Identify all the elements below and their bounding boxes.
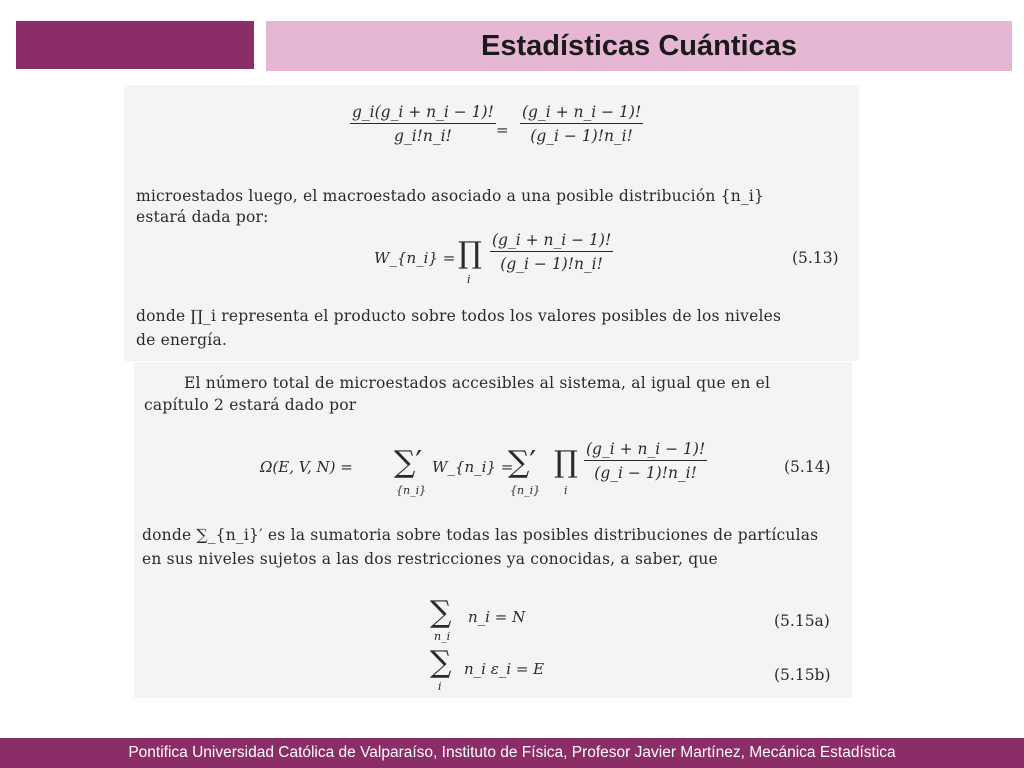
fraction-left <box>350 103 496 145</box>
product-symbol: ∏ <box>458 236 482 271</box>
product-subscript: i <box>467 273 471 286</box>
fraction-left-numerator: g_i(g_i + n_i − 1)! <box>350 103 496 124</box>
paragraph-line: donde ∑_{n_i}′ es la sumatoria sobre todas las posibles distribuciones de partículas <box>142 526 819 544</box>
product-subscript: i <box>564 484 568 497</box>
equals-sign: = <box>496 121 509 139</box>
sum-symbol: ∑′ <box>394 445 423 480</box>
equation-label: (5.15b) <box>774 666 831 684</box>
paragraph-line: de energía. <box>136 331 228 349</box>
equation-514-denominator: (g_i − 1)!n_i! <box>594 464 697 482</box>
fraction-right-denominator: (g_i − 1)!n_i! <box>530 127 633 145</box>
fraction-left-denominator: g_i!n_i! <box>394 127 452 145</box>
equation-514-numerator: (g_i + n_i − 1)! <box>584 440 707 461</box>
equation-label: (5.13) <box>792 249 839 267</box>
equation-514-lhs: Ω(E, V, N) = <box>260 458 353 476</box>
equation-label: (5.14) <box>784 458 831 476</box>
equation-515b-body: n_i ε_i = E <box>464 660 545 678</box>
equation-label: (5.15a) <box>774 612 830 630</box>
footer-text: Pontifica Universidad Católica de Valparaíso, Instituto de Física, Profesor Javier Martínez, Mecánica Estadística <box>128 744 896 761</box>
paragraph-line: El número total de microestados accesibles al sistema, al igual que en el <box>184 374 771 392</box>
sum-symbol: ∑′ <box>508 445 537 480</box>
scanned-excerpt-2 <box>134 362 852 698</box>
equation-513-numerator: (g_i + n_i − 1)! <box>490 231 613 252</box>
accent-box <box>16 21 254 69</box>
fraction-right <box>520 103 643 145</box>
scanned-excerpt-1 <box>124 85 859 361</box>
sum-subscript: n_i <box>434 630 451 643</box>
paragraph-line: estará dada por: <box>136 208 269 226</box>
equation-514-fraction <box>584 440 707 482</box>
page-title: Estadísticas Cuánticas <box>481 30 797 62</box>
sum-subscript: {n_i} <box>510 484 541 497</box>
paragraph-line: capítulo 2 estará dado por <box>144 396 357 414</box>
fraction-right-numerator: (g_i + n_i − 1)! <box>520 103 643 124</box>
sum-subscript: {n_i} <box>396 484 427 497</box>
product-symbol: ∏ <box>554 445 578 480</box>
paragraph-line: microestados luego, el macroestado asociado a una posible distribución {n_i} <box>136 187 765 205</box>
equation-514-w: W_{n_i} = <box>432 458 514 476</box>
equation-513-denominator: (g_i − 1)!n_i! <box>500 255 603 273</box>
equation-515a-body: n_i = N <box>468 608 526 626</box>
sum-subscript: i <box>438 680 442 693</box>
sum-symbol: ∑ <box>430 645 452 680</box>
sum-symbol: ∑ <box>430 595 452 630</box>
equation-513-lhs: W_{n_i} = <box>374 249 456 267</box>
equation-513-fraction <box>490 231 613 273</box>
paragraph-line: en sus niveles sujetos a las dos restricciones ya conocidas, a saber, que <box>142 550 718 568</box>
paragraph-line: donde ∏_i representa el producto sobre todos los valores posibles de los niveles <box>136 307 782 325</box>
